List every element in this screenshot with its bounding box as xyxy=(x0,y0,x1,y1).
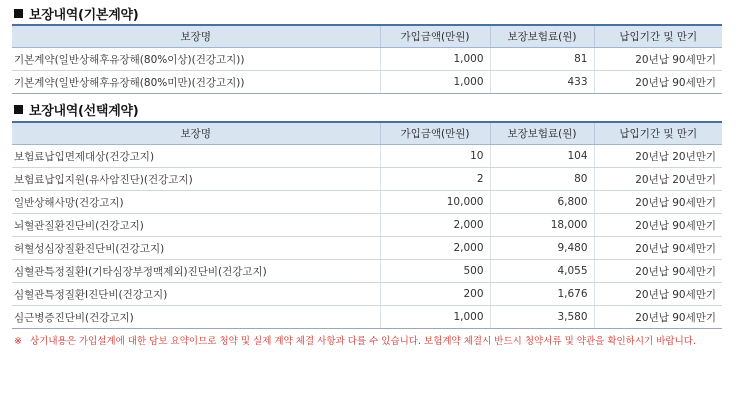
amount: 2,000 xyxy=(380,237,490,260)
amount: 500 xyxy=(380,260,490,283)
premium: 4,055 xyxy=(490,260,594,283)
square-bullet-icon xyxy=(14,105,23,114)
coverage-name: 심근병증진단비(건강고지) xyxy=(12,306,380,329)
coverage-name: 기본계약(일반상해후유장해(80%미만)(건강고지)) xyxy=(12,71,380,94)
term: 20년납 90세만기 xyxy=(594,306,722,329)
square-bullet-icon xyxy=(14,9,23,18)
section-title-basic xyxy=(14,3,138,23)
coverage-name: 보험료납입면제대상(건강고지) xyxy=(12,145,380,168)
table-row xyxy=(12,145,722,168)
premium: 18,000 xyxy=(490,214,594,237)
coverage-name: 뇌혈관질환진단비(건강고지) xyxy=(12,214,380,237)
term: 20년납 90세만기 xyxy=(594,283,722,306)
section-title-optional-text: 보장내역(선택계약) xyxy=(29,103,139,119)
header-term: 납입기간 및 만기 xyxy=(594,122,722,145)
premium: 3,580 xyxy=(490,306,594,329)
notice-mark-icon: ※ xyxy=(14,336,22,347)
table-row xyxy=(12,214,722,237)
section-title-optional xyxy=(14,99,138,119)
term: 20년납 90세만기 xyxy=(594,191,722,214)
section-title-basic-text: 보장내역(기본계약) xyxy=(29,7,139,23)
premium: 81 xyxy=(490,48,594,71)
amount: 10 xyxy=(380,145,490,168)
header-coverage-name: 보장명 xyxy=(12,25,380,48)
premium: 1,676 xyxy=(490,283,594,306)
amount: 1,000 xyxy=(380,306,490,329)
header-term: 납입기간 및 만기 xyxy=(594,25,722,48)
table-row xyxy=(12,283,722,306)
table-row xyxy=(12,260,722,283)
header-amount: 가입금액(만원) xyxy=(380,25,490,48)
amount: 200 xyxy=(380,283,490,306)
term: 20년납 20년만기 xyxy=(594,168,722,191)
header-premium: 보장보험료(원) xyxy=(490,25,594,48)
table-row xyxy=(12,71,722,94)
coverage-name: 허혈성심장질환진단비(건강고지) xyxy=(12,237,380,260)
premium: 80 xyxy=(490,168,594,191)
premium: 6,800 xyxy=(490,191,594,214)
premium: 9,480 xyxy=(490,237,594,260)
term: 20년납 90세만기 xyxy=(594,260,722,283)
amount: 1,000 xyxy=(380,71,490,94)
table-header-row xyxy=(12,25,722,48)
coverage-name: 심혈관특정질환Ⅰ진단비(건강고지) xyxy=(12,283,380,306)
table-row xyxy=(12,306,722,329)
basic-coverage-table xyxy=(12,24,722,94)
table-row xyxy=(12,168,722,191)
premium: 104 xyxy=(490,145,594,168)
amount: 2,000 xyxy=(380,214,490,237)
header-coverage-name: 보장명 xyxy=(12,122,380,145)
term: 20년납 90세만기 xyxy=(594,237,722,260)
optional-coverage-table xyxy=(12,121,722,329)
amount: 2 xyxy=(380,168,490,191)
amount: 10,000 xyxy=(380,191,490,214)
coverage-name: 심혈관특정질환Ⅰ(기타심장부정맥제외)진단비(건강고지) xyxy=(12,260,380,283)
table-row xyxy=(12,191,722,214)
table-row xyxy=(12,237,722,260)
amount: 1,000 xyxy=(380,48,490,71)
term: 20년납 90세만기 xyxy=(594,48,722,71)
coverage-name: 기본계약(일반상해후유장해(80%이상)(건강고지)) xyxy=(12,48,380,71)
coverage-name: 일반상해사망(건강고지) xyxy=(12,191,380,214)
table-row xyxy=(12,48,722,71)
notice-text: 상기내용은 가입설계에 대한 담보 요약이므로 청약 및 실제 계약 체결 사항과 다를 수 있습니다. 보험계약 체결시 반드시 청약서류 및 약관을 확인하시기 바랍니다. xyxy=(30,336,696,347)
table-header-row xyxy=(12,122,722,145)
term: 20년납 90세만기 xyxy=(594,71,722,94)
term: 20년납 20년만기 xyxy=(594,145,722,168)
header-amount: 가입금액(만원) xyxy=(380,122,490,145)
coverage-name: 보험료납입지원(유사암진단)(건강고지) xyxy=(12,168,380,191)
disclaimer-notice xyxy=(14,334,714,349)
premium: 433 xyxy=(490,71,594,94)
header-premium: 보장보험료(원) xyxy=(490,122,594,145)
term: 20년납 90세만기 xyxy=(594,214,722,237)
